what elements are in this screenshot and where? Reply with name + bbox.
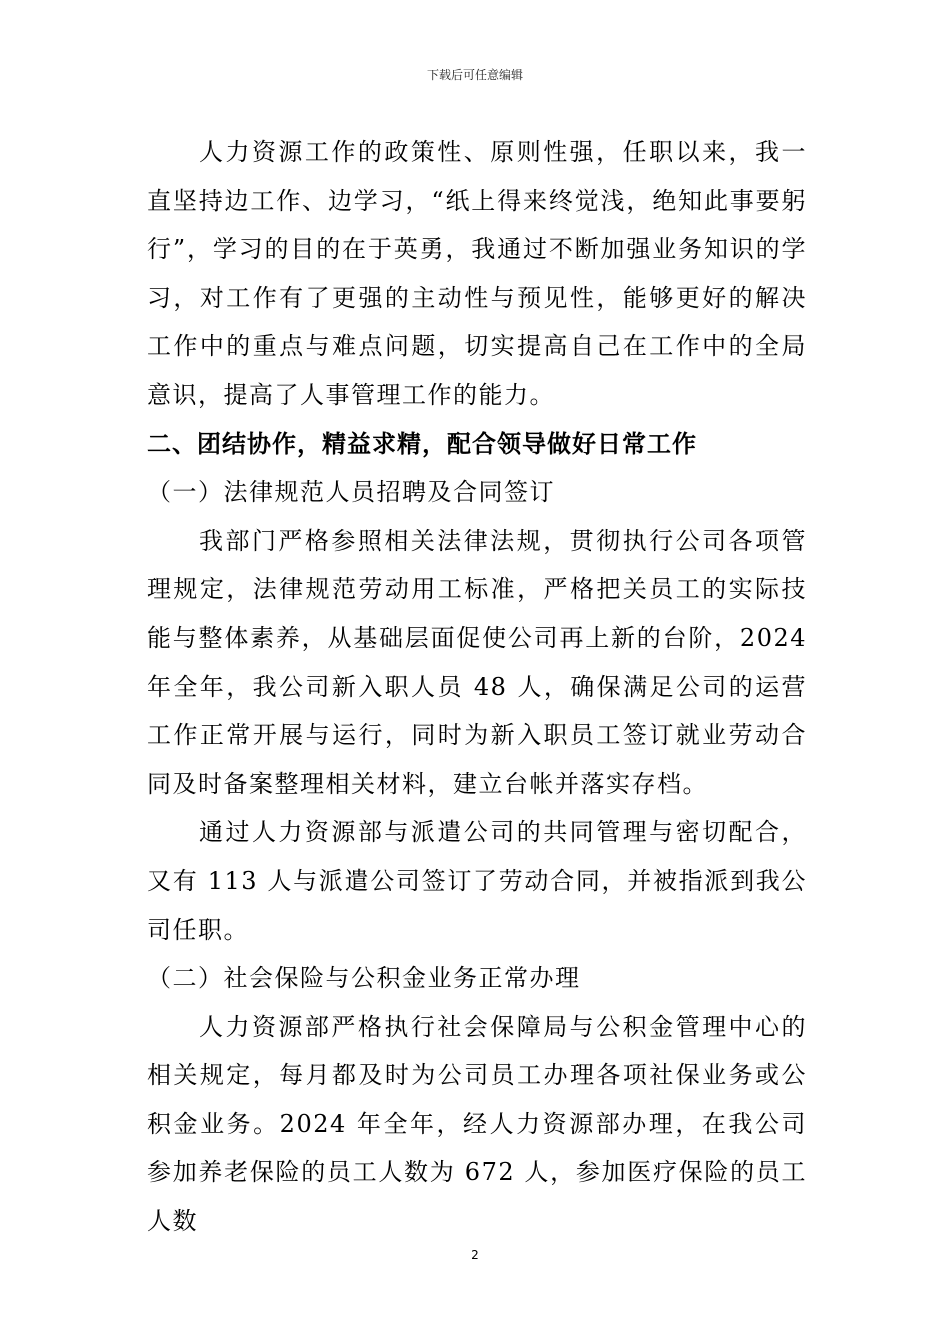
paragraph-insurance: 人力资源部严格执行社会保障局与公积金管理中心的相关规定，每月都及时为公司员工办理各项社保业务或公积金业务。2024 年全年，经人力资源部办理，在我公司参加养老保险的员工人数为 672 人，参加医疗保险的员工人数 (147, 1012, 807, 1236)
paragraph-dispatch: 通过人力资源部与派遣公司的共同管理与密切配合，又有 113 人与派遣公司签订了劳动合同，并被指派到我公司任职。 (147, 818, 807, 944)
paragraph-hr-policy: 人力资源工作的政策性、原则性强，任职以来，我一直坚持边工作、边学习，“纸上得来终觉浅，绝知此事要躬行”，学习的目的在于英勇，我通过不断加强业务知识的学习，对工作有了更强的主动性与预见性，能够更好的解决工作中的重点与难点问题，切实提高自己在工作中的全局意识，提高了人事管理工作的能力。 (147, 138, 807, 409)
page-header: 下载后可任意编辑 (426, 68, 523, 82)
page-number: 2 (471, 1248, 479, 1262)
subsection-heading-insurance: （二）社会保险与公积金业务正常办理 (147, 964, 581, 993)
subsection-heading-recruitment: （一）法律规范人员招聘及合同签订 (147, 478, 555, 507)
paragraph-recruitment: 我部门严格参照相关法律法规，贯彻执行公司各项管理规定，法律规范劳动用工标准，严格把关员工的实际技能与整体素养，从基础层面促使公司再上新的台阶，2024年全年，我公司新入职人员 48 人，确保满足公司的运营工作正常开展与运行，同时为新入职员工签订就业劳动合同及时备案整理相关材料，建立台帐并落实存档。 (147, 526, 807, 798)
section-heading: 二、团结协作，精益求精，配合领导做好日常工作 (147, 429, 697, 458)
document-body (147, 128, 807, 1246)
